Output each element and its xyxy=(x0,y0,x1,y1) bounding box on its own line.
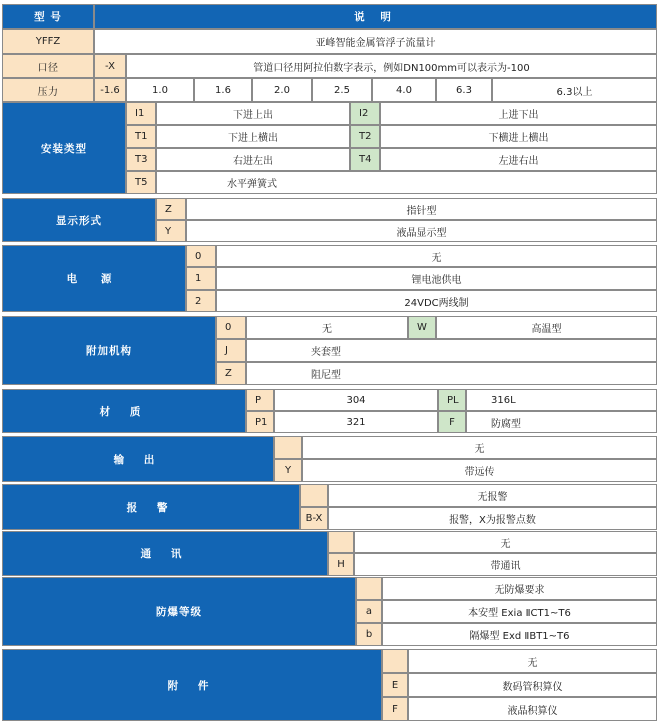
comm-code-text: H xyxy=(337,559,345,570)
power-code xyxy=(186,290,216,312)
install-code xyxy=(126,125,156,148)
comm-desc-text: 带通讯 xyxy=(490,561,521,572)
material-desc-text: 304 xyxy=(346,394,366,406)
alarm-label xyxy=(2,484,300,530)
install-label-text: 安装类型 xyxy=(41,142,87,155)
display-code-text: Z xyxy=(165,203,172,215)
display-desc xyxy=(186,198,657,220)
comm-label xyxy=(2,531,328,576)
display-desc-text: 指针型 xyxy=(406,205,437,217)
comm-code xyxy=(328,531,354,553)
comm-desc xyxy=(354,553,657,576)
install-desc-alt-text: 下横进上横出 xyxy=(488,133,549,144)
header-model-label: 型 号 xyxy=(34,11,62,23)
material-desc xyxy=(274,389,438,411)
diameter-desc-text: 管道口径用阿拉伯数字表示，例如DN100mm可以表示为-100 xyxy=(253,62,530,74)
attach-desc xyxy=(246,362,657,385)
display-code xyxy=(156,220,186,242)
attach-desc-text: 阻尼型 xyxy=(311,370,341,381)
material-desc-alt-text: 316L xyxy=(491,394,516,406)
material-code xyxy=(246,389,274,411)
explosion-code-text: a xyxy=(365,606,373,617)
accessory-code-text: F xyxy=(392,703,398,715)
alarm-code-text: B-X xyxy=(305,513,323,524)
explosion-desc xyxy=(382,623,657,646)
material-code-alt-text: F xyxy=(449,416,455,428)
pressure-value xyxy=(194,78,252,102)
output-desc-text: 带远传 xyxy=(464,467,495,478)
install-code-alt-text: T2 xyxy=(359,131,372,142)
install-desc-alt xyxy=(380,102,657,125)
display-label-text: 显示形式 xyxy=(56,214,102,227)
material-code-alt xyxy=(438,411,466,433)
explosion-label xyxy=(2,577,356,646)
material-code xyxy=(246,411,274,433)
pressure-value-text: 4.0 xyxy=(396,84,412,96)
alarm-desc xyxy=(328,484,657,507)
install-code xyxy=(126,171,156,194)
install-code-text: T5 xyxy=(135,177,148,188)
power-desc xyxy=(216,290,657,312)
material-label-text: 材 质 xyxy=(99,405,149,418)
comm-code xyxy=(328,553,354,576)
accessory-desc xyxy=(408,649,657,673)
power-desc xyxy=(216,245,657,267)
attach-code-text: 0 xyxy=(225,322,232,333)
power-code-text: 1 xyxy=(195,273,202,284)
header-desc-label: 说 明 xyxy=(354,11,397,23)
install-code xyxy=(126,148,156,171)
attach-desc xyxy=(246,316,408,339)
install-label xyxy=(2,102,126,194)
display-label xyxy=(2,198,156,242)
alarm-desc xyxy=(328,507,657,530)
accessory-label-text: 附 件 xyxy=(167,679,217,692)
install-code-alt-text: I2 xyxy=(359,108,369,119)
explosion-code xyxy=(356,577,382,600)
install-desc-alt-text: 上进下出 xyxy=(498,110,539,121)
pressure-value xyxy=(372,78,436,102)
alarm-desc-text: 报警，X为报警点数 xyxy=(449,515,536,526)
install-code-alt xyxy=(350,102,380,125)
accessory-desc xyxy=(408,697,657,721)
power-code-text: 2 xyxy=(195,295,202,307)
comm-desc-text: 无 xyxy=(500,538,511,550)
diameter-code xyxy=(94,54,126,78)
pressure-value-text: 1.0 xyxy=(152,84,168,96)
material-code-text: P1 xyxy=(255,416,268,428)
attach-label-text: 附加机构 xyxy=(86,345,132,357)
material-desc-text: 321 xyxy=(346,416,366,428)
output-label xyxy=(2,436,274,482)
pressure-value-text: 2.5 xyxy=(334,84,350,96)
explosion-code-text: b xyxy=(365,629,373,640)
install-desc xyxy=(156,148,350,171)
install-desc-text: 右进左出 xyxy=(233,156,273,167)
attach-code xyxy=(216,316,246,339)
attach-code-alt-text: W xyxy=(417,322,427,333)
pressure-code-text: -1.6 xyxy=(100,84,120,96)
power-desc-text: 锂电池供电 xyxy=(411,275,462,286)
explosion-code xyxy=(356,600,382,623)
explosion-desc-text: 本安型 Exia ⅡCT1~T6 xyxy=(468,608,571,619)
display-desc xyxy=(186,220,657,242)
power-label-text: 电 源 xyxy=(66,273,122,285)
display-desc-text: 液晶显示型 xyxy=(396,227,447,239)
install-code xyxy=(126,102,156,125)
material-code-alt xyxy=(438,389,466,411)
comm-desc xyxy=(354,531,657,553)
pressure-label-text: 压力 xyxy=(37,86,59,98)
power-code-text: 0 xyxy=(195,250,202,262)
install-code-text: T3 xyxy=(135,154,148,165)
pressure-value xyxy=(436,78,492,102)
explosion-desc-text: 无防爆要求 xyxy=(494,585,545,596)
yffz-code-label: YFFZ xyxy=(35,36,61,47)
explosion-desc xyxy=(382,600,657,623)
install-code-text: I1 xyxy=(135,108,145,119)
material-desc-alt xyxy=(466,411,657,433)
attach-code-alt xyxy=(408,316,436,339)
accessory-desc-text: 液晶积算仪 xyxy=(507,705,558,717)
output-code-text: Y xyxy=(284,465,292,476)
pressure-value-text: 6.3 xyxy=(456,84,472,96)
alarm-code xyxy=(300,484,328,507)
yffz-desc xyxy=(94,29,657,54)
yffz-desc-label: 亚峰智能金属管浮子流量计 xyxy=(315,38,436,49)
material-desc xyxy=(274,411,438,433)
pressure-value-text: 6.3以上 xyxy=(556,86,593,98)
accessory-code-text: E xyxy=(391,679,399,691)
pressure-value-text: 2.0 xyxy=(274,84,290,96)
install-code-alt xyxy=(350,148,380,171)
install-desc-text: 下进上横出 xyxy=(228,133,278,144)
pressure-value xyxy=(126,78,194,102)
pressure-label xyxy=(2,78,94,102)
power-code xyxy=(186,267,216,290)
explosion-desc-text: 隔爆型 Exd ⅡBT1~T6 xyxy=(469,631,570,642)
attach-code xyxy=(216,362,246,385)
accessory-desc-text: 无 xyxy=(527,657,538,669)
power-desc xyxy=(216,267,657,290)
install-desc-alt xyxy=(380,148,657,171)
diameter-code-text: -X xyxy=(105,60,115,72)
install-desc-alt-text: 左进右出 xyxy=(498,156,539,167)
pressure-code xyxy=(94,78,126,102)
diameter-desc xyxy=(126,54,657,78)
install-desc xyxy=(156,102,350,125)
material-desc-alt xyxy=(466,389,657,411)
accessory-desc-text: 数码管积算仪 xyxy=(502,681,563,693)
output-label-text: 输 出 xyxy=(113,453,163,466)
material-label xyxy=(2,389,246,433)
attach-code xyxy=(216,339,246,362)
attach-desc-text: 无 xyxy=(322,324,332,335)
attach-desc-text: 夹套型 xyxy=(311,347,341,358)
attach-label xyxy=(2,316,216,385)
output-desc xyxy=(302,459,657,482)
material-desc-alt-text: 防腐型 xyxy=(491,418,521,430)
display-code-text: Y xyxy=(165,225,172,237)
install-code-text: T1 xyxy=(135,131,148,142)
diameter-label-text: 口径 xyxy=(37,62,59,74)
alarm-label-text: 报 警 xyxy=(126,501,176,514)
install-desc xyxy=(156,171,657,194)
power-desc-text: 无 xyxy=(431,252,442,264)
header-desc xyxy=(94,4,657,29)
install-code-alt xyxy=(350,125,380,148)
accessory-code xyxy=(382,649,408,673)
output-desc-text: 无 xyxy=(474,444,485,455)
alarm-code xyxy=(300,507,328,530)
output-desc xyxy=(302,436,657,459)
accessory-desc xyxy=(408,673,657,697)
explosion-code xyxy=(356,623,382,646)
attach-desc-alt-text: 高温型 xyxy=(531,324,562,335)
pressure-value-text: 1.6 xyxy=(215,84,231,96)
attach-code-text: J xyxy=(225,345,228,356)
accessory-code xyxy=(382,697,408,721)
pressure-value xyxy=(312,78,372,102)
display-code xyxy=(156,198,186,220)
install-desc xyxy=(156,125,350,148)
output-code xyxy=(274,459,302,482)
accessory-code xyxy=(382,673,408,697)
pressure-value xyxy=(252,78,312,102)
material-code-alt-text: PL xyxy=(447,394,459,406)
explosion-desc xyxy=(382,577,657,600)
attach-desc xyxy=(246,339,657,362)
yffz-code xyxy=(2,29,94,54)
power-label xyxy=(2,245,186,312)
header-model xyxy=(2,4,94,29)
output-code xyxy=(274,436,302,459)
attach-desc-alt xyxy=(436,316,657,339)
alarm-desc-text: 无报警 xyxy=(477,492,508,503)
material-code-text: P xyxy=(255,394,262,406)
comm-label-text: 通 讯 xyxy=(140,548,190,560)
power-desc-text: 24VDC两线制 xyxy=(404,297,469,309)
power-code xyxy=(186,245,216,267)
install-code-alt-text: T4 xyxy=(359,154,372,165)
attach-code-text: Z xyxy=(225,368,232,379)
diameter-label xyxy=(2,54,94,78)
install-desc-alt xyxy=(380,125,657,148)
install-desc-text: 下进上出 xyxy=(233,110,273,121)
install-desc-text: 水平弹簧式 xyxy=(227,179,277,190)
pressure-value xyxy=(492,78,657,102)
explosion-label-text: 防爆等级 xyxy=(156,606,202,618)
accessory-label xyxy=(2,649,382,721)
